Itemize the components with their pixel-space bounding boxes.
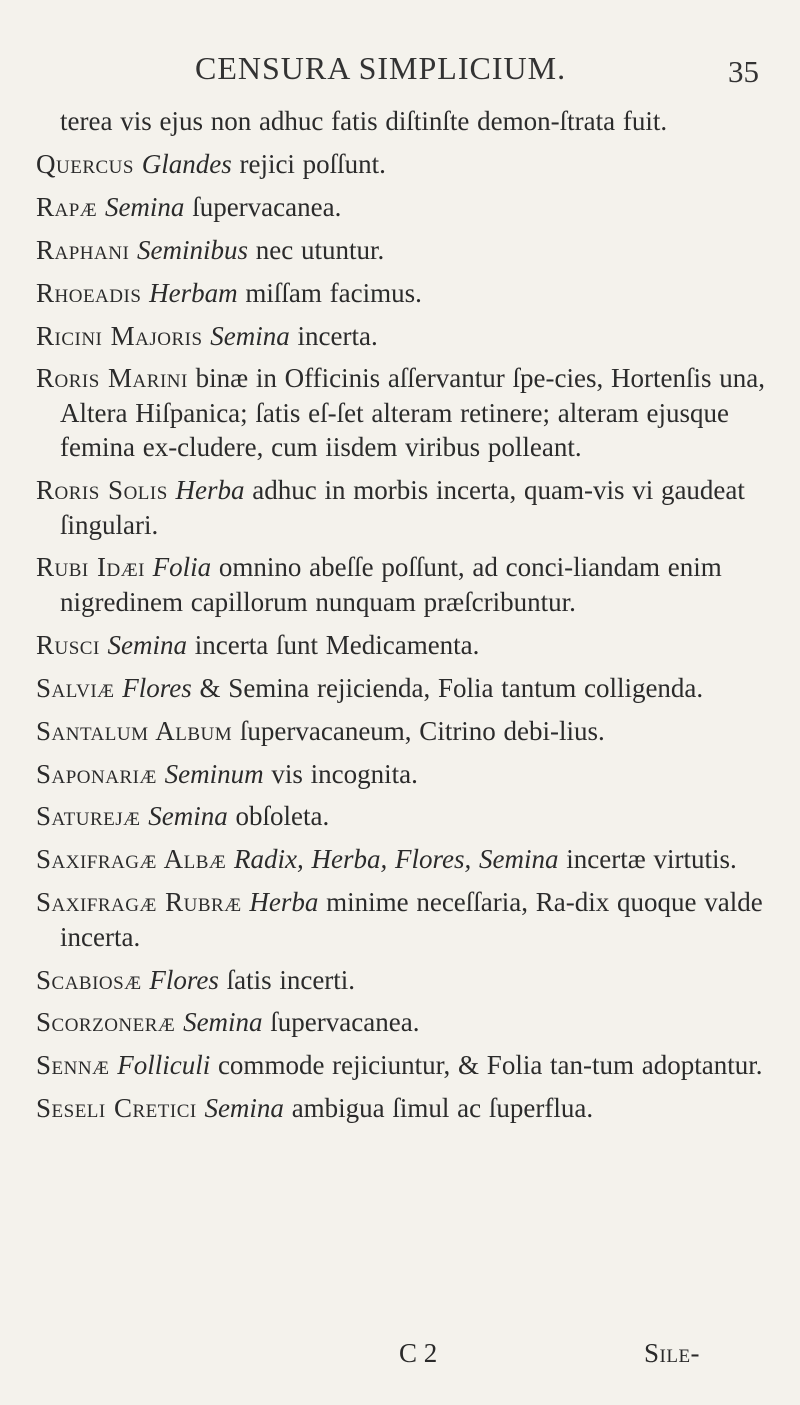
entry-headword: Salviæ [36, 672, 115, 703]
entry-text: miſſam facimus. [245, 277, 422, 308]
entry-headword: Seseli Cretici [36, 1093, 197, 1124]
catchword: Sile- [644, 1338, 701, 1368]
list-item [0, 628, 800, 662]
entry-part: Folia [152, 552, 212, 583]
list-item [0, 473, 800, 542]
entry-part: Herba [249, 887, 319, 918]
list-item [0, 1048, 800, 1082]
entry-headword: Rhoeadis [36, 277, 142, 308]
entry-part: Herba [175, 475, 245, 506]
list-item [0, 361, 800, 464]
entry-headword: Raphani [36, 234, 130, 265]
entry-headword: Scorzoneræ [36, 1007, 176, 1038]
list-item [0, 799, 800, 833]
entry-headword: Quercus [36, 148, 134, 179]
entry-headword: Roris Solis [36, 475, 168, 506]
entry-part: Seminibus [137, 234, 249, 265]
entry-text: adhuc in morbis incerta, quam-vis vi gaudeat ſingulari. [60, 475, 745, 540]
entry-part: Radix, Herba, Flores, Semina [234, 844, 559, 875]
entry-text: incerta ſunt Medicamenta. [194, 629, 480, 660]
entry-headword: Rubi Idæi [36, 552, 145, 583]
list-item [0, 963, 800, 997]
entry-text: commode rejiciuntur, & Folia tan-tum adoptantur. [217, 1050, 763, 1081]
entry-part: Seminum [164, 758, 264, 789]
entry-headword: Rusci [36, 629, 100, 660]
page-number: 35 [728, 54, 759, 89]
list-item [0, 714, 800, 748]
continuation-text: terea vis ejus non adhuc fatis diſtinſte demon-ſtrata fuit. [60, 106, 668, 136]
entry-headword: Saponariæ [36, 758, 157, 789]
entry-text: nec utuntur. [255, 234, 385, 265]
entry-part: Semina [210, 320, 290, 351]
entry-text: incerta. [297, 320, 378, 351]
list-item [0, 190, 800, 224]
list-item [0, 147, 800, 181]
entry-part: Flores [149, 964, 219, 995]
entry-headword: Santalum Album [36, 715, 233, 746]
entry-part: Semina [104, 191, 185, 222]
entry-part: Semina [107, 629, 188, 660]
entry-text: & Semina rejicienda, Folia tantum colligenda. [199, 672, 704, 703]
list-item [0, 757, 800, 791]
entry-headword: Saxifragæ Rubræ [36, 887, 242, 918]
entry-list [0, 104, 800, 1134]
entry-headword: Saxifragæ Albæ [36, 844, 227, 875]
list-item [0, 842, 800, 876]
signature-mark: C 2 [399, 1338, 438, 1368]
entry-text: ſupervacaneum, Citrino debi-lius. [239, 715, 605, 746]
list-item [0, 671, 800, 705]
entry-text: binæ in Officinis aſſervantur ſpe-cies, Hortenſis una, Altera Hiſpanica; ſatis eſ-ſet alteram retinere; alteram ejusque femina ex-cludere, cum iisdem viribus polleant. [60, 363, 765, 463]
entry-text: ſupervacanea. [192, 191, 342, 222]
entry-part: Folliculi [117, 1050, 211, 1081]
entry-text: ſatis incerti. [226, 964, 356, 995]
entry-headword: Ricini Majoris [36, 320, 203, 351]
entry-headword: Rapæ [36, 191, 98, 222]
entry-part: Semina [148, 801, 228, 832]
entry-part: Herbam [149, 277, 238, 308]
list-item [0, 550, 800, 619]
entry-part: Semina [183, 1007, 263, 1038]
running-title: CENSURA SIMPLICIUM. [195, 50, 567, 86]
entry-headword: Scabiosæ [36, 964, 142, 995]
list-item [0, 1091, 800, 1125]
list-item [0, 1005, 800, 1039]
entry-headword: Sennæ [36, 1050, 110, 1081]
list-item [0, 276, 800, 310]
entry-text: vis incognita. [271, 758, 418, 789]
entry-text: obſoleta. [235, 801, 330, 832]
entry-part: Flores [122, 672, 192, 703]
list-item [0, 233, 800, 267]
entry-headword: Roris Marini [36, 363, 188, 394]
entry-text: rejici poſſunt. [239, 148, 386, 179]
list-item [0, 319, 800, 353]
entry-text: ambigua ſimul ac ſuperflua. [291, 1093, 594, 1124]
entry-part: Semina [204, 1093, 284, 1124]
list-item [0, 885, 800, 954]
entry-text: omnino abeſſe poſſunt, ad conci-liandam enim nigredinem capillorum nunquam præſcribuntur. [60, 552, 722, 617]
entry-part: Glandes [141, 148, 232, 179]
entry-headword: Saturejæ [36, 801, 141, 832]
entry-text: incertæ virtutis. [566, 844, 737, 875]
entry-text: minime neceſſaria, Ra-dix quoque valde incerta. [60, 887, 763, 952]
entry-text: ſupervacanea. [270, 1007, 420, 1038]
